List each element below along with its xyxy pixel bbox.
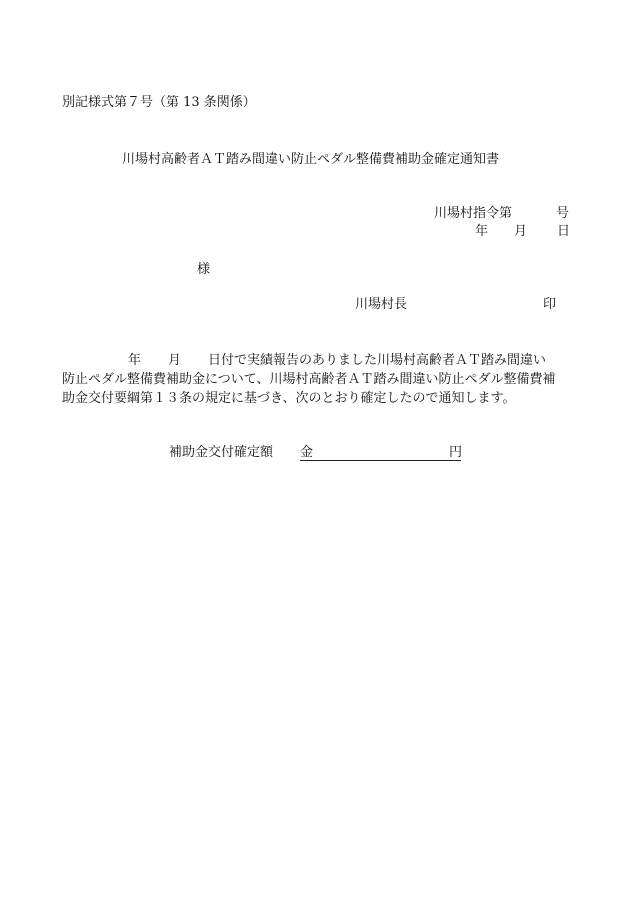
body-paragraph bbox=[62, 351, 582, 408]
date-month-label: 月 bbox=[514, 224, 528, 239]
body-line-3: 助金交付要綱第１３条の規定に基づき、次のとおり確定したので通知します。 bbox=[62, 391, 516, 406]
amount-suffix: 円 bbox=[449, 445, 463, 460]
body-line-1-text: 日付で実績報告のありました川場村高齢者ＡＴ踏み間違い bbox=[208, 353, 547, 368]
issuer-name: 川場村長 bbox=[355, 297, 408, 312]
body-line-1 bbox=[62, 351, 582, 370]
document-title: 川場村高齢者ＡＴ踏み間違い防止ペダル整備費補助金確定通知書 bbox=[122, 152, 500, 167]
directive-number-prefix: 川場村指令第 bbox=[434, 206, 513, 221]
amount-blank-line bbox=[300, 460, 461, 461]
amount-prefix: 金 bbox=[300, 445, 314, 460]
recipient-salutation: 様 bbox=[197, 262, 211, 277]
date-year-label: 年 bbox=[475, 224, 489, 239]
amount-label: 補助金交付確定額 bbox=[169, 445, 274, 460]
form-label: 別記様式第７号（第 13 条関係） bbox=[62, 95, 256, 110]
directive-number-suffix: 号 bbox=[556, 206, 570, 221]
body-year-label: 年 bbox=[128, 353, 142, 368]
body-line-2: 防止ペダル整備費補助金について、川場村高齢者ＡＴ踏み間違い防止ペダル整備費補 bbox=[62, 372, 556, 387]
date-day-label: 日 bbox=[557, 224, 571, 239]
seal-mark: 印 bbox=[543, 297, 557, 312]
body-month-label: 月 bbox=[168, 353, 182, 368]
